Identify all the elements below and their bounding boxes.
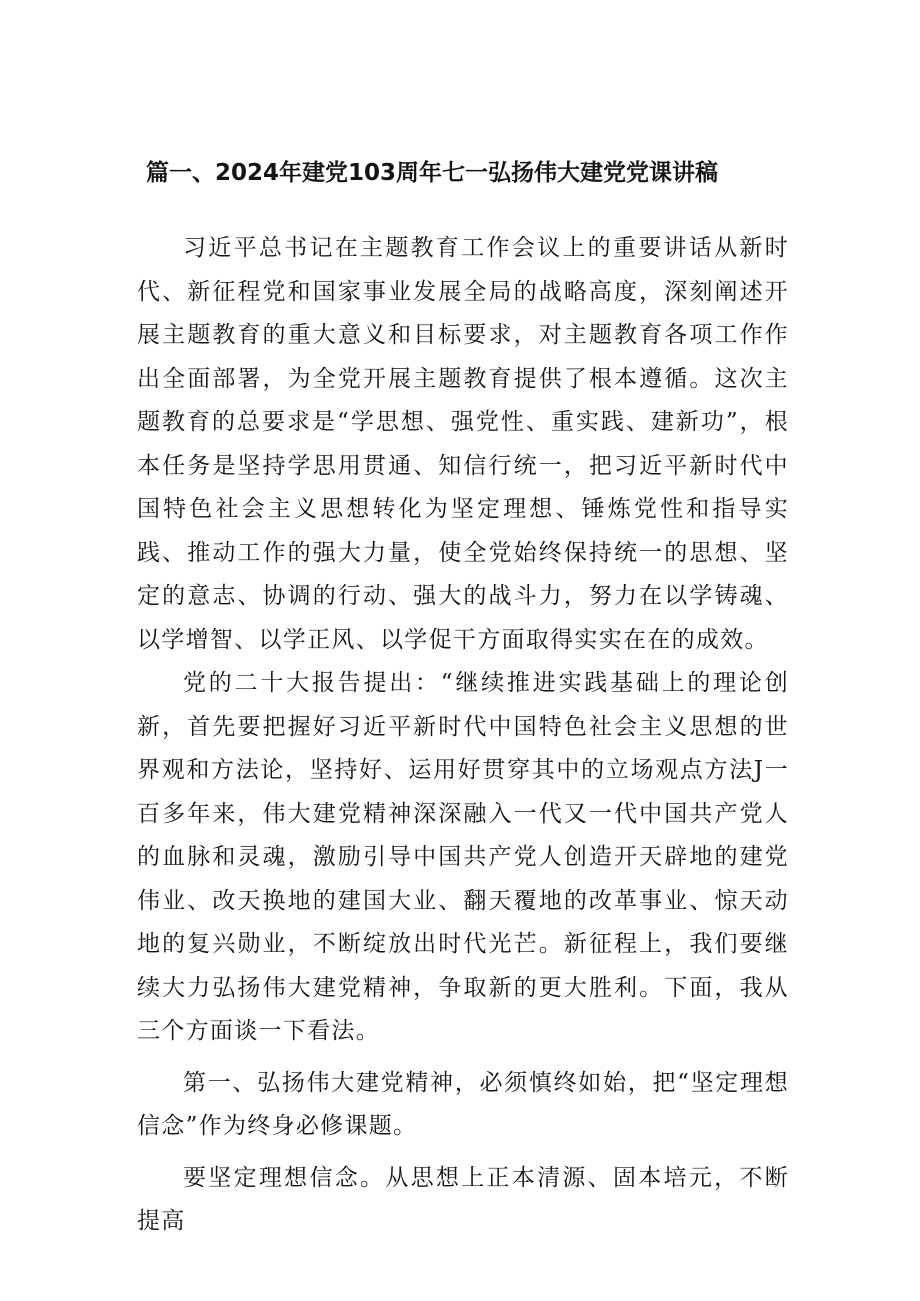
paragraph-report: 党的二十大报告提出：“继续推进实践基础上的理论创新，首先要把握好习近平新时代中国特色社会主义思想的世界观和方法论，坚持好、运用好贯穿其中的立场观点方法J一百多年来，伟大建党精神深深融入一代又一代中国共产党人的血脉和灵魂，激励引导中国共产党人创造开天辟地的建党伟业、改天换地的建国大业、翻天覆地的改革事业、惊天动地的复兴勋业，不断绽放出时代光芒。新征程上，我们要继续大力弘扬伟大建党精神，争取新的更大胜利。下面，我从三个方面谈一下看法。 — [137, 670, 789, 1044]
paragraph-ideals: 要坚定理想信念。从思想上正本清源、固本培元，不断提高 — [137, 1164, 789, 1234]
paragraph-section-one: 第一、弘扬伟大建党精神，必须慎终如始，把“坚定理想信念”作为终身必修课题。 — [137, 1069, 789, 1139]
paragraph-intro: 习近平总书记在主题教育工作会议上的重要讲话从新时代、新征程党和国家事业发展全局的战略高度，深刻阐述开展主题教育的重大意义和目标要求，对主题教育各项工作作出全面部署，为全党开展主题教育提供了根本遵循。这次主题教育的总要求是“学思想、强党性、重实践、建新功”，根本任务是坚持学思用贯通、知信行统一，把习近平新时代中国特色社会主义思想转化为坚定理想、锤炼党性和指导实践、推动工作的强大力量，使全党始终保持统一的思想、坚定的意志、协调的行动、强大的战斗力，努力在以学铸魂、以学增智、以学正风、以学促干方面取得实实在在的成效。 — [137, 235, 789, 653]
document-title: 篇一、2024年建党103周年七一弘扬伟大建党党课讲稿 — [146, 160, 719, 186]
document-body — [137, 227, 789, 1244]
